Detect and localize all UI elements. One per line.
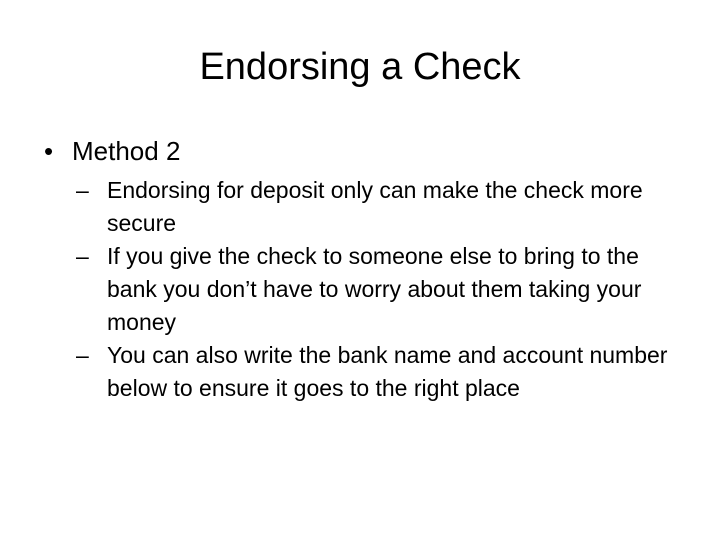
sub-bullet-text: You can also write the bank name and account number below to ensure it goes to the right place [107, 342, 668, 401]
bullet-item [44, 132, 684, 405]
slide-title: Endorsing a Check [199, 46, 521, 88]
sub-bullet-item [52, 240, 684, 339]
bullet-text: Method 2 [72, 136, 181, 166]
sub-bullet-item [52, 174, 684, 240]
bullet-marker: • [44, 136, 54, 166]
dash-marker: – [76, 243, 89, 269]
dash-marker: – [76, 177, 89, 203]
bullet-list [44, 132, 684, 405]
dash-marker: – [76, 342, 89, 368]
sub-bullet-text: If you give the check to someone else to bring to the bank you don’t have to worry about them taking your money [107, 243, 642, 335]
sub-bullet-list [72, 174, 684, 405]
sub-bullet-item [52, 339, 684, 405]
sub-bullet-text: Endorsing for deposit only can make the check more secure [107, 177, 643, 236]
